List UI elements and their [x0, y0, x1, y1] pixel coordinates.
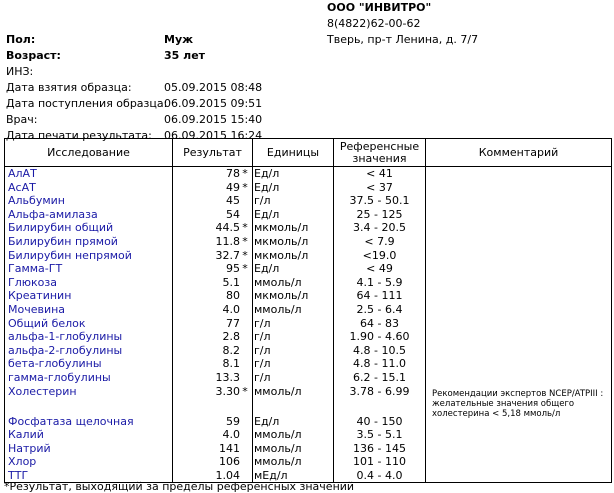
abnormal-flag: * [242, 262, 248, 276]
patient-field-label: Дата взятия образца: [6, 81, 132, 94]
units: Ед/л [253, 167, 334, 181]
reference-range: 136 - 145 [334, 442, 426, 456]
comment-cell [426, 221, 612, 235]
table-row [5, 235, 612, 249]
result-cell [173, 249, 253, 263]
test-name: Калий [5, 428, 173, 442]
test-name: Креатинин [5, 289, 173, 303]
units: ммоль/л [253, 385, 334, 415]
test-name: Альбумин [5, 194, 173, 208]
result-value: 77 [226, 316, 240, 330]
result-cell [173, 415, 253, 429]
units: г/л [253, 357, 334, 371]
units: ммоль/л [253, 428, 334, 442]
result-value: 44.5 [215, 221, 240, 235]
units: Ед/л [253, 208, 334, 222]
patient-field-label: Пол: [6, 33, 36, 46]
test-name: альфа-2-глобулины [5, 344, 173, 358]
reference-range: 0.4 - 4.0 [334, 469, 426, 483]
header-reference-line2: значения [352, 151, 407, 165]
test-name: Натрий [5, 442, 173, 456]
result-value: 3.30 [215, 384, 240, 398]
test-name: ТТГ [5, 469, 173, 483]
test-name: АсАТ [5, 181, 173, 195]
table-row [5, 303, 612, 317]
test-name: Хлор [5, 455, 173, 469]
result-cell [173, 303, 253, 317]
results-table [4, 138, 612, 483]
comment-cell [426, 208, 612, 222]
table-row [5, 249, 612, 263]
results-body [5, 167, 612, 483]
reference-range: 3.78 - 6.99 [334, 385, 426, 415]
comment-cell [426, 303, 612, 317]
comment-cell [426, 317, 612, 331]
result-cell [173, 235, 253, 249]
abnormal-flag: * [242, 234, 248, 248]
table-row [5, 317, 612, 331]
comment-text: Рекомендации экспертов NCEP/ATPIII : желательные значения общего холестерина < 5,18 ммоль/л [432, 388, 604, 419]
result-value: 4.0 [222, 428, 240, 442]
abnormal-flag: * [242, 221, 248, 235]
result-value: 1.04 [215, 468, 240, 482]
units: мкмоль/л [253, 221, 334, 235]
result-cell [173, 357, 253, 371]
comment-cell [426, 194, 612, 208]
result-value: 78 [226, 167, 240, 180]
units: мЕд/л [253, 469, 334, 483]
table-row [5, 344, 612, 358]
comment-cell [426, 330, 612, 344]
header-result: Результат [173, 139, 253, 167]
test-name: Фосфатаза щелочная [5, 415, 173, 429]
units: г/л [253, 371, 334, 385]
patient-field-label: Возраст: [6, 49, 61, 62]
test-name: Общий белок [5, 317, 173, 331]
result-cell [173, 221, 253, 235]
units: ммоль/л [253, 303, 334, 317]
result-cell [173, 371, 253, 385]
comment-cell [426, 262, 612, 276]
table-header-row [5, 139, 612, 167]
result-cell [173, 194, 253, 208]
abnormal-flag: * [242, 167, 248, 180]
result-value: 141 [219, 441, 240, 455]
test-name: Билирубин непрямой [5, 249, 173, 263]
comment-cell [426, 249, 612, 263]
result-cell [173, 344, 253, 358]
header-units: Единицы [253, 139, 334, 167]
reference-range: 25 - 125 [334, 208, 426, 222]
reference-range: < 7.9 [334, 235, 426, 249]
table-row [5, 289, 612, 303]
table-row [5, 371, 612, 385]
test-name: бета-глобулины [5, 357, 173, 371]
table-row [5, 357, 612, 371]
units: Ед/л [253, 181, 334, 195]
units: Ед/л [253, 415, 334, 429]
result-cell [173, 385, 253, 415]
test-name: Гамма-ГТ [5, 262, 173, 276]
table-row [5, 181, 612, 195]
test-name: Альфа-амилаза [5, 208, 173, 222]
abnormal-flag: * [242, 180, 248, 194]
lab-phone: 8(4822)62-00-62 [327, 17, 421, 30]
comment-cell [426, 357, 612, 371]
units: Ед/л [253, 262, 334, 276]
result-cell [173, 262, 253, 276]
test-name: альфа-1-глобулины [5, 330, 173, 344]
units: г/л [253, 194, 334, 208]
result-value: 106 [219, 455, 240, 469]
result-cell [173, 181, 253, 195]
patient-field-label: Дата поступления образца: [6, 97, 168, 110]
comment-cell [426, 235, 612, 249]
reference-range: 4.8 - 11.0 [334, 357, 426, 371]
test-name: АлАТ [5, 167, 173, 181]
result-cell [173, 455, 253, 469]
result-value: 11.8 [215, 234, 240, 248]
result-value: 13.3 [215, 370, 240, 384]
reference-range: <19.0 [334, 249, 426, 263]
header-reference-line1: Референсные [339, 139, 420, 153]
result-value: 95 [226, 262, 240, 276]
patient-field-value: Муж [164, 33, 194, 46]
comment-cell [426, 181, 612, 195]
units: мкмоль/л [253, 249, 334, 263]
reference-range: 4.1 - 5.9 [334, 276, 426, 290]
reference-range: 64 - 111 [334, 289, 426, 303]
abnormal-flag: * [242, 248, 248, 262]
patient-field-label: Дата печати результата: [6, 129, 152, 142]
units: мкмоль/л [253, 289, 334, 303]
header-test: Исследование [5, 139, 173, 167]
result-cell [173, 208, 253, 222]
header-comment: Комментарий [426, 139, 612, 167]
reference-range: 3.4 - 20.5 [334, 221, 426, 235]
result-value: 2.8 [222, 330, 240, 344]
result-value: 45 [226, 194, 240, 208]
table-row [5, 262, 612, 276]
test-name: Билирубин прямой [5, 235, 173, 249]
reference-range: 6.2 - 15.1 [334, 371, 426, 385]
result-value: 49 [226, 180, 240, 194]
result-cell [173, 276, 253, 290]
lab-info [327, 0, 478, 48]
reference-range: < 37 [334, 181, 426, 195]
test-name: Холестерин [5, 385, 173, 415]
reference-range: 40 - 150 [334, 415, 426, 429]
patient-field-value: 06.09.2015 15:40 [164, 113, 263, 126]
comment-cell [426, 469, 612, 483]
comment-cell [426, 344, 612, 358]
units: ммоль/л [253, 455, 334, 469]
patient-field-value: 06.09.2015 16:24 [164, 129, 263, 142]
units: г/л [253, 330, 334, 344]
result-value: 5.1 [222, 275, 240, 289]
comment-cell [426, 442, 612, 456]
table-row [5, 385, 612, 415]
result-cell [173, 330, 253, 344]
reference-range: 3.5 - 5.1 [334, 428, 426, 442]
test-name: Глюкоза [5, 276, 173, 290]
comment-cell [426, 385, 612, 419]
footnote: *Результат, выходящий за пределы референсных значений [4, 480, 355, 493]
result-cell [173, 167, 253, 181]
comment-cell [426, 455, 612, 469]
reference-range: 4.8 - 10.5 [334, 344, 426, 358]
comment-cell [426, 428, 612, 442]
table-row [5, 276, 612, 290]
result-cell [173, 289, 253, 303]
reference-range: 37.5 - 50.1 [334, 194, 426, 208]
result-value: 80 [226, 289, 240, 303]
table-row [5, 442, 612, 456]
units: г/л [253, 344, 334, 358]
comment-cell [426, 289, 612, 303]
lab-address: Тверь, пр-т Ленина, д. 7/7 [327, 33, 479, 46]
table-row [5, 221, 612, 235]
reference-range: 1.90 - 4.60 [334, 330, 426, 344]
comment-cell [426, 167, 612, 181]
comment-cell [426, 371, 612, 385]
result-value: 4.0 [222, 302, 240, 316]
patient-field-label: ИНЗ: [6, 65, 34, 78]
reference-range: 64 - 83 [334, 317, 426, 331]
units: г/л [253, 317, 334, 331]
header-reference [334, 139, 426, 167]
result-cell [173, 442, 253, 456]
reference-range: 2.5 - 6.4 [334, 303, 426, 317]
table-row [5, 167, 612, 181]
table-row [5, 194, 612, 208]
patient-field-value: 06.09.2015 09:51 [164, 97, 263, 110]
table-row [5, 208, 612, 222]
table-row [5, 455, 612, 469]
comment-cell [426, 276, 612, 290]
result-value: 8.2 [222, 343, 240, 357]
result-value: 54 [226, 207, 240, 221]
table-row [5, 330, 612, 344]
abnormal-flag: * [242, 384, 248, 398]
units: ммоль/л [253, 442, 334, 456]
result-value: 8.1 [222, 357, 240, 371]
reference-range: < 49 [334, 262, 426, 276]
test-name: Мочевина [5, 303, 173, 317]
reference-range: < 41 [334, 167, 426, 181]
lab-name: ООО "ИНВИТРО" [327, 1, 432, 14]
patient-field-value: 05.09.2015 08:48 [164, 81, 263, 94]
patient-field-label: Врач: [6, 113, 38, 126]
result-cell [173, 428, 253, 442]
result-value: 59 [226, 414, 240, 428]
result-cell [173, 317, 253, 331]
units: мкмоль/л [253, 235, 334, 249]
patient-field-value: 35 лет [164, 49, 206, 62]
result-value: 32.7 [215, 248, 240, 262]
units: ммоль/л [253, 276, 334, 290]
reference-range: 101 - 110 [334, 455, 426, 469]
table-row [5, 428, 612, 442]
test-name: Билирубин общий [5, 221, 173, 235]
test-name: гамма-глобулины [5, 371, 173, 385]
